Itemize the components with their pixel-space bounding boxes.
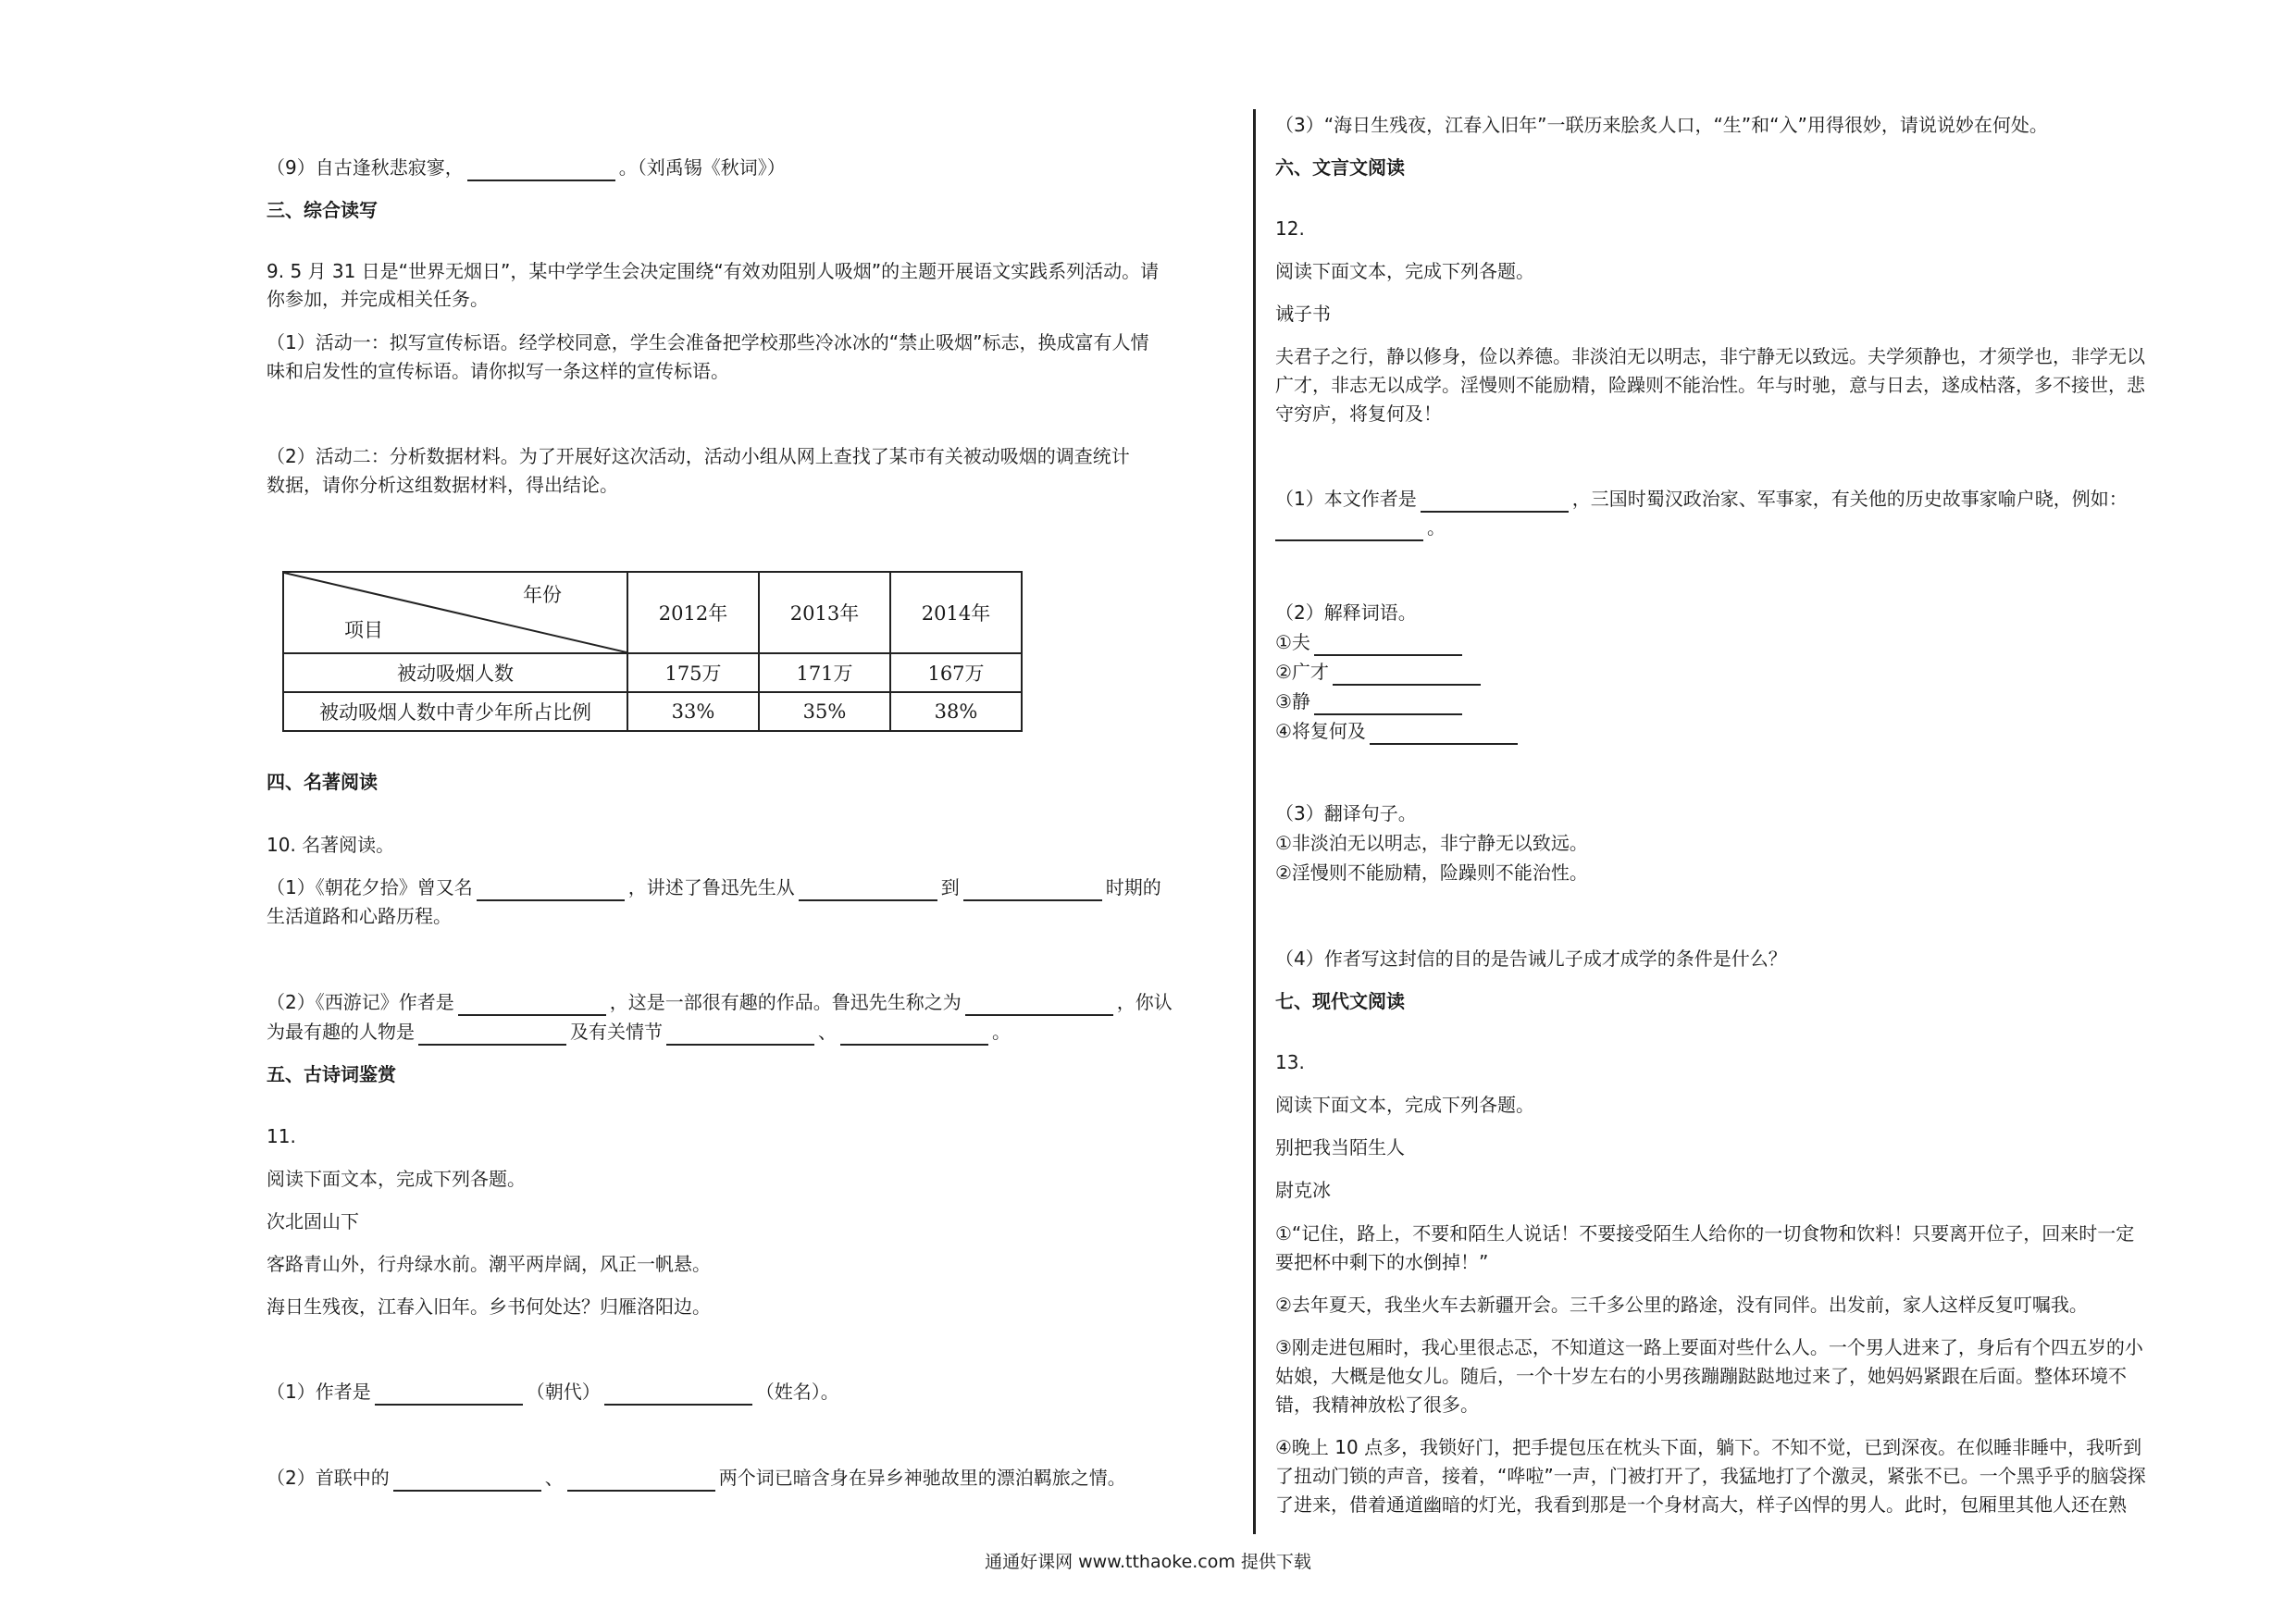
q11-3-line: （3）“海日生残夜，江春入旧年”一联历来脍炙人口，“生”和“入”用得很妙，请说说妙在何处。: [1275, 114, 2048, 136]
table-row: [283, 653, 1022, 692]
table-cell: 167万: [890, 653, 1022, 692]
table-corner-cell: [283, 572, 627, 653]
classical-text-line-1: 夫君子之行，静以修身，俭以养德。非淡泊无以明志，非宁静无以致远。夫学须静也，才须学也，非学无以: [1275, 345, 2145, 367]
answer-blank[interactable]: [418, 1023, 566, 1046]
classical-text-line-3: 守穷庐，将复何及！: [1275, 403, 1442, 425]
section-heading-3: 三、综合读写: [267, 199, 378, 221]
q10-2-line-2: 为最有趣的人物是 及有关情节 、 。: [267, 1018, 1011, 1046]
sentence-1: ①非淡泊无以明志，非宁静无以致远。: [1275, 832, 1588, 854]
activity-1-line-1: （1）活动一：拟写宣传标语。经学校同意，学生会准备把学校那些冷冰冰的“禁止吸烟”标志，换成富有人情: [267, 331, 1149, 353]
answer-blank[interactable]: [567, 1469, 715, 1492]
answer-blank[interactable]: [375, 1383, 523, 1406]
q9-poem-line: （9）自古逢秋悲寂寥， 。（刘禹锡《秋词》）: [267, 154, 786, 181]
table-cell: 175万: [627, 653, 759, 692]
section-heading-6: 六、文言文阅读: [1275, 156, 1405, 179]
paragraph-4-line-3: 了进来，借着通道幽暗的灯光，我看到那是一个身材高大，样子凶悍的男人。此时，包厢里其他人还在熟: [1275, 1493, 2127, 1516]
answer-blank[interactable]: [477, 879, 625, 901]
activity-2-line-1: （2）活动二：分析数据材料。为了开展好这次活动，活动小组从网上查找了某市有关被动吸烟的调查统计: [267, 445, 1130, 467]
diagonal-line: [284, 573, 627, 652]
activity-1-line-2: 味和启发性的宣传标语。请你拟写一条这样的宣传标语。: [267, 360, 729, 382]
page-footer: 通通好课网 www.tthaoke.com 提供下载: [985, 1552, 1311, 1572]
table-cell: 171万: [759, 653, 890, 692]
answer-blank[interactable]: [467, 159, 615, 181]
q10-1-line-2: 生活道路和心路历程。: [267, 905, 452, 927]
year-header: 2014年: [890, 572, 1022, 653]
word-item: ①夫: [1275, 628, 1466, 656]
section-heading-7: 七、现代文阅读: [1275, 990, 1405, 1012]
answer-blank[interactable]: [1333, 663, 1481, 686]
word-item: ②广才: [1275, 658, 1484, 686]
q10-1-line-1: （1）《朝花夕拾》曾又名 ，讲述了鲁迅先生从 到 时期的: [267, 873, 1161, 901]
answer-blank[interactable]: [393, 1469, 541, 1492]
poem-line-2: 海日生残夜，江春入旧年。乡书何处达？归雁洛阳边。: [267, 1295, 711, 1318]
q12-1-line-1: （1）本文作者是 ，三国时蜀汉政治家、军事家，有关他的历史故事家喻户晓，例如：: [1275, 485, 2128, 513]
section-heading-5: 五、古诗词鉴赏: [267, 1063, 396, 1085]
section-heading-4: 四、名著阅读: [267, 771, 378, 793]
year-header: 2012年: [627, 572, 759, 653]
q12-instructions: 阅读下面文本，完成下列各题。: [1275, 260, 1534, 282]
story-author: 尉克冰: [1275, 1179, 1331, 1201]
answer-blank[interactable]: [666, 1023, 814, 1046]
paragraph-4-line-2: 了扭动门锁的声音，接着，“哗啦”一声，门被打开了，我猛地打了个激灵，紧张不已。一个黑乎乎的脑袋探: [1275, 1465, 2146, 1487]
poem-title: 次北固山下: [267, 1210, 359, 1233]
word-item: ④将复何及: [1275, 717, 1521, 745]
story-title: 别把我当陌生人: [1275, 1136, 1405, 1158]
q10-title: 10. 名著阅读。: [267, 834, 395, 856]
classical-text-line-2: 广才，非志无以成学。淫慢则不能励精，险躁则不能治性。年与时驰，意与日去，遂成枯落，多不接世，悲: [1275, 374, 2145, 396]
paragraph-3-line-1: ③刚走进包厢时，我心里很忐忑，不知道这一路上要面对些什么人。一个男人进来了，身后有个四五岁的小: [1275, 1336, 2143, 1358]
q12-2-title: （2）解释词语。: [1275, 601, 1417, 624]
sentence-2: ②淫慢则不能励精，险躁则不能治性。: [1275, 861, 1588, 884]
activity-2-line-2: 数据，请你分析这组数据材料，得出结论。: [267, 474, 618, 496]
q12-1-line-2: 。: [1275, 514, 1446, 541]
answer-blank[interactable]: [1275, 519, 1423, 541]
poem-line-1: 客路青山外，行舟绿水前。潮平两岸阔，风正一帆悬。: [267, 1253, 711, 1275]
year-header: 2013年: [759, 572, 890, 653]
q12-title: 12.: [1275, 217, 1305, 240]
table-cell: 35%: [759, 692, 890, 731]
answer-blank[interactable]: [963, 879, 1102, 901]
corner-label-year: 年份: [523, 584, 562, 606]
row-label: 被动吸烟人数: [283, 653, 627, 692]
q11-2-line: （2）首联中的 、 两个词已暗含身在异乡神驰故里的漂泊羁旅之情。: [267, 1464, 1126, 1492]
paragraph-1-line-1: ①“记住，路上，不要和陌生人说话！不要接受陌生人给你的一切食物和饮料！只要离开位子，回来时一定: [1275, 1222, 2135, 1245]
paragraph-3-line-3: 错，我精神放松了很多。: [1275, 1394, 1479, 1416]
row-label: 被动吸烟人数中青少年所占比例: [283, 692, 627, 731]
q12-4-line: （4）作者写这封信的目的是告诫儿子成才成学的条件是什么？: [1275, 948, 1787, 970]
q10-2-line-1: （2）《西游记》作者是 ，这是一部很有趣的作品。鲁迅先生称之为 ，你认: [267, 988, 1173, 1016]
table-cell: 38%: [890, 692, 1022, 731]
corner-label-item: 项目: [344, 619, 383, 641]
paragraph-4-line-1: ④晚上 10 点多，我锁好门，把手提包压在枕头下面，躺下。不知不觉，已到深夜。在似睡非睡中，我听到: [1275, 1436, 2142, 1458]
answer-blank[interactable]: [1314, 634, 1462, 656]
q9-intro-line-1: 9. 5 月 31 日是“世界无烟日”，某中学学生会决定围绕“有效劝阻别人吸烟”的主题开展语文实践系列活动。请: [267, 260, 1160, 282]
answer-blank[interactable]: [840, 1023, 988, 1046]
answer-blank[interactable]: [799, 879, 937, 901]
q13-instructions: 阅读下面文本，完成下列各题。: [1275, 1094, 1534, 1116]
q11-1-line: （1）作者是 （朝代） （姓名）。: [267, 1378, 839, 1406]
paragraph-3-line-2: 姑娘，大概是他女儿。随后，一个十岁左右的小男孩蹦蹦跶跶地过来了，她妈妈紧跟在后面。整体环境不: [1275, 1365, 2127, 1387]
paragraph-2: ②去年夏天，我坐火车去新疆开会。三千多公里的路途，没有同伴。出发前，家人这样反复叮嘱我。: [1275, 1294, 2088, 1316]
answer-blank[interactable]: [1314, 693, 1462, 715]
q13-title: 13.: [1275, 1051, 1305, 1073]
answer-blank[interactable]: [1370, 723, 1518, 745]
answer-blank[interactable]: [458, 994, 606, 1016]
table-row: [283, 692, 1022, 731]
q12-3-title: （3）翻译句子。: [1275, 802, 1417, 824]
answer-blank[interactable]: [604, 1383, 752, 1406]
q9-intro-line-2: 你参加，并完成相关任务。: [267, 288, 489, 310]
answer-blank[interactable]: [1421, 490, 1569, 513]
word-item: ③静: [1275, 688, 1466, 715]
table-cell: 33%: [627, 692, 759, 731]
q11-instructions: 阅读下面文本，完成下列各题。: [267, 1168, 526, 1190]
answer-blank[interactable]: [965, 994, 1113, 1016]
column-divider: [1253, 109, 1256, 1534]
paragraph-1-line-2: 要把杯中剩下的水倒掉！”: [1275, 1251, 1489, 1273]
passive-smoking-table: [282, 571, 1023, 732]
classical-text-title: 诫子书: [1275, 303, 1331, 325]
q11-title: 11.: [267, 1125, 296, 1147]
